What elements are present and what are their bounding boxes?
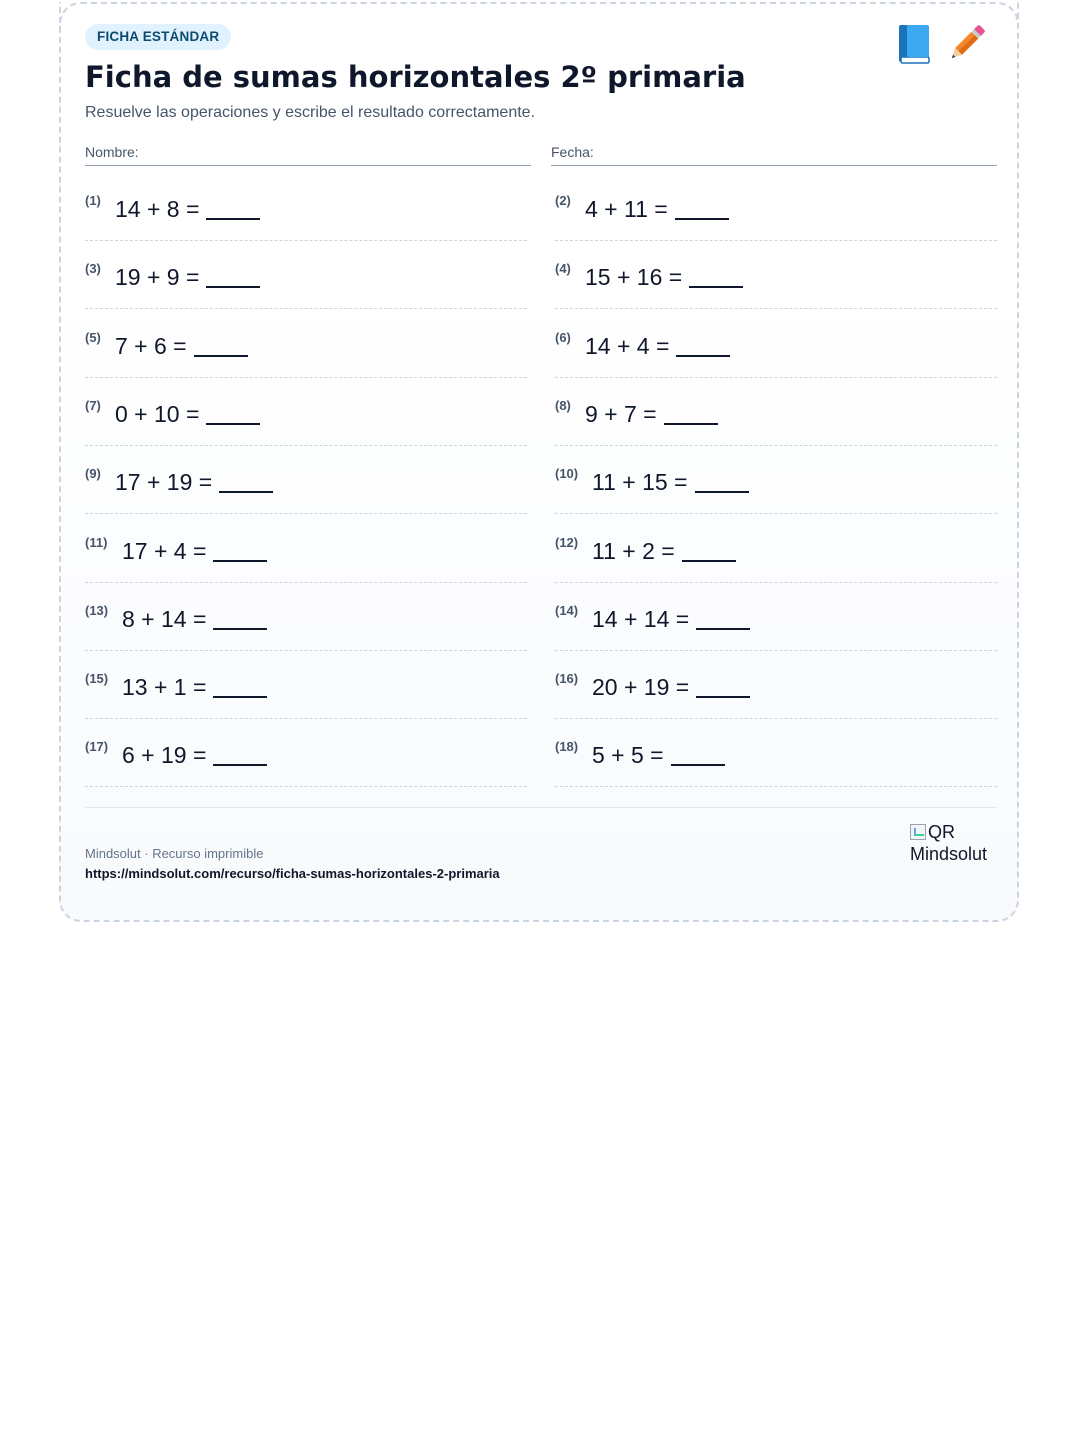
blue-book-icon xyxy=(893,22,935,66)
resource-url[interactable]: https://mindsolut.com/recurso/ficha-sumas-horizontales-2-primaria xyxy=(85,866,500,881)
answer-blank[interactable] xyxy=(695,471,749,493)
exercise-item xyxy=(555,241,997,309)
expression-text: 14 + 4 = xyxy=(585,332,670,359)
exercise-number: (1) xyxy=(85,193,101,208)
expression-text: 11 + 2 = xyxy=(592,537,675,564)
answer-blank[interactable] xyxy=(213,744,267,766)
qr-code-image xyxy=(910,821,1000,865)
exercise-number: (16) xyxy=(555,671,579,687)
page-title: Ficha de sumas horizontales 2º primaria xyxy=(85,60,746,94)
exercise-item xyxy=(85,583,527,651)
date-label: Fecha: xyxy=(551,144,594,160)
exercise-item xyxy=(85,173,527,241)
answer-blank[interactable] xyxy=(671,744,725,766)
exercise-number: (18) xyxy=(555,739,579,755)
answer-blank[interactable] xyxy=(213,676,267,698)
exercise-expression xyxy=(592,674,750,701)
broken-image-icon xyxy=(910,824,926,840)
exercise-item xyxy=(85,310,527,378)
answer-blank[interactable] xyxy=(676,335,730,357)
exercise-number: (17) xyxy=(85,739,109,755)
answer-blank[interactable] xyxy=(206,403,260,425)
exercise-expression xyxy=(592,606,750,633)
exercise-expression xyxy=(115,469,273,496)
exercise-number: (11) xyxy=(85,534,108,550)
answer-blank[interactable] xyxy=(206,266,260,288)
exercise-expression xyxy=(122,674,267,701)
answer-blank[interactable] xyxy=(206,198,260,220)
expression-text: 6 + 19 = xyxy=(122,742,207,769)
expression-text: 14 + 14 = xyxy=(592,605,690,632)
exercise-number: (3) xyxy=(85,261,101,277)
exercise-number: (9) xyxy=(85,466,101,482)
exercise-expression xyxy=(122,606,267,633)
exercise-expression xyxy=(115,333,248,360)
exercise-item xyxy=(85,651,527,719)
exercise-item xyxy=(85,515,527,583)
expression-text: 17 + 19 = xyxy=(115,469,213,496)
footer-divider xyxy=(85,807,997,808)
exercise-number: (5) xyxy=(85,329,101,345)
worksheet-card xyxy=(59,2,1019,922)
exercise-number: (7) xyxy=(85,397,101,413)
answer-blank[interactable] xyxy=(682,540,736,562)
exercise-item xyxy=(555,446,997,514)
exercise-expression xyxy=(115,196,260,223)
exercise-item xyxy=(555,583,997,651)
expression-text: 9 + 7 = xyxy=(585,400,657,427)
exercise-item xyxy=(85,378,527,446)
expression-text: 7 + 6 = xyxy=(115,332,187,359)
pencil-icon xyxy=(945,22,987,66)
exercise-item xyxy=(555,378,997,446)
expression-text: 20 + 19 = xyxy=(592,674,690,701)
expression-text: 17 + 4 = xyxy=(122,537,207,564)
exercise-expression xyxy=(115,401,260,428)
exercise-item xyxy=(85,719,527,787)
exercise-item xyxy=(555,173,997,241)
expression-text: 0 + 10 = xyxy=(115,400,200,427)
exercise-number: (15) xyxy=(85,671,109,687)
instructions-text: Resuelve las operaciones y escribe el resultado correctamente. xyxy=(85,104,536,121)
exercise-number: (4) xyxy=(555,261,571,277)
answer-blank[interactable] xyxy=(675,198,729,220)
answer-blank[interactable] xyxy=(213,540,267,562)
expression-text: 11 + 15 = xyxy=(592,469,688,496)
exercise-number: (2) xyxy=(555,193,571,208)
expression-text: 14 + 8 = xyxy=(115,196,200,222)
exercise-expression xyxy=(592,538,736,565)
answer-blank[interactable] xyxy=(696,676,750,698)
expression-text: 4 + 11 = xyxy=(585,196,668,222)
expression-text: 8 + 14 = xyxy=(122,605,207,632)
answer-blank[interactable] xyxy=(219,471,273,493)
exercise-expression xyxy=(585,264,743,291)
exercise-item xyxy=(85,241,527,309)
exercise-item xyxy=(555,310,997,378)
exercise-expression xyxy=(115,264,260,291)
exercise-expression xyxy=(592,469,749,496)
exercise-expression xyxy=(585,196,729,223)
exercise-item xyxy=(555,515,997,583)
name-label: Nombre: xyxy=(85,144,139,160)
exercise-item xyxy=(555,719,997,787)
exercise-item xyxy=(85,446,527,514)
exercise-expression xyxy=(585,333,730,360)
expression-text: 5 + 5 = xyxy=(592,742,664,769)
exercise-expression xyxy=(585,401,718,428)
answer-blank[interactable] xyxy=(194,335,248,357)
answer-blank[interactable] xyxy=(696,608,750,630)
brand-text: Mindsolut · Recurso imprimible xyxy=(85,846,264,861)
name-field[interactable] xyxy=(85,144,531,166)
exercise-expression xyxy=(122,742,267,769)
exercise-expression xyxy=(122,538,267,565)
answer-blank[interactable] xyxy=(689,266,743,288)
date-field[interactable] xyxy=(551,144,997,166)
expression-text: 13 + 1 = xyxy=(122,674,207,701)
qr-alt-text: QR Mindsolut xyxy=(910,822,988,864)
exercise-number: (8) xyxy=(555,397,571,413)
expression-text: 19 + 9 = xyxy=(115,264,200,291)
exercise-number: (12) xyxy=(555,534,579,550)
sheet-type-badge: FICHA ESTÁNDAR xyxy=(85,24,231,50)
answer-blank[interactable] xyxy=(213,608,267,630)
exercise-number: (10) xyxy=(555,466,579,482)
expression-text: 15 + 16 = xyxy=(585,264,683,291)
exercise-number: (14) xyxy=(555,602,579,618)
exercise-number: (6) xyxy=(555,329,571,345)
answer-blank[interactable] xyxy=(664,403,718,425)
exercise-expression xyxy=(592,742,725,769)
exercise-number: (13) xyxy=(85,602,109,618)
exercise-item xyxy=(555,651,997,719)
